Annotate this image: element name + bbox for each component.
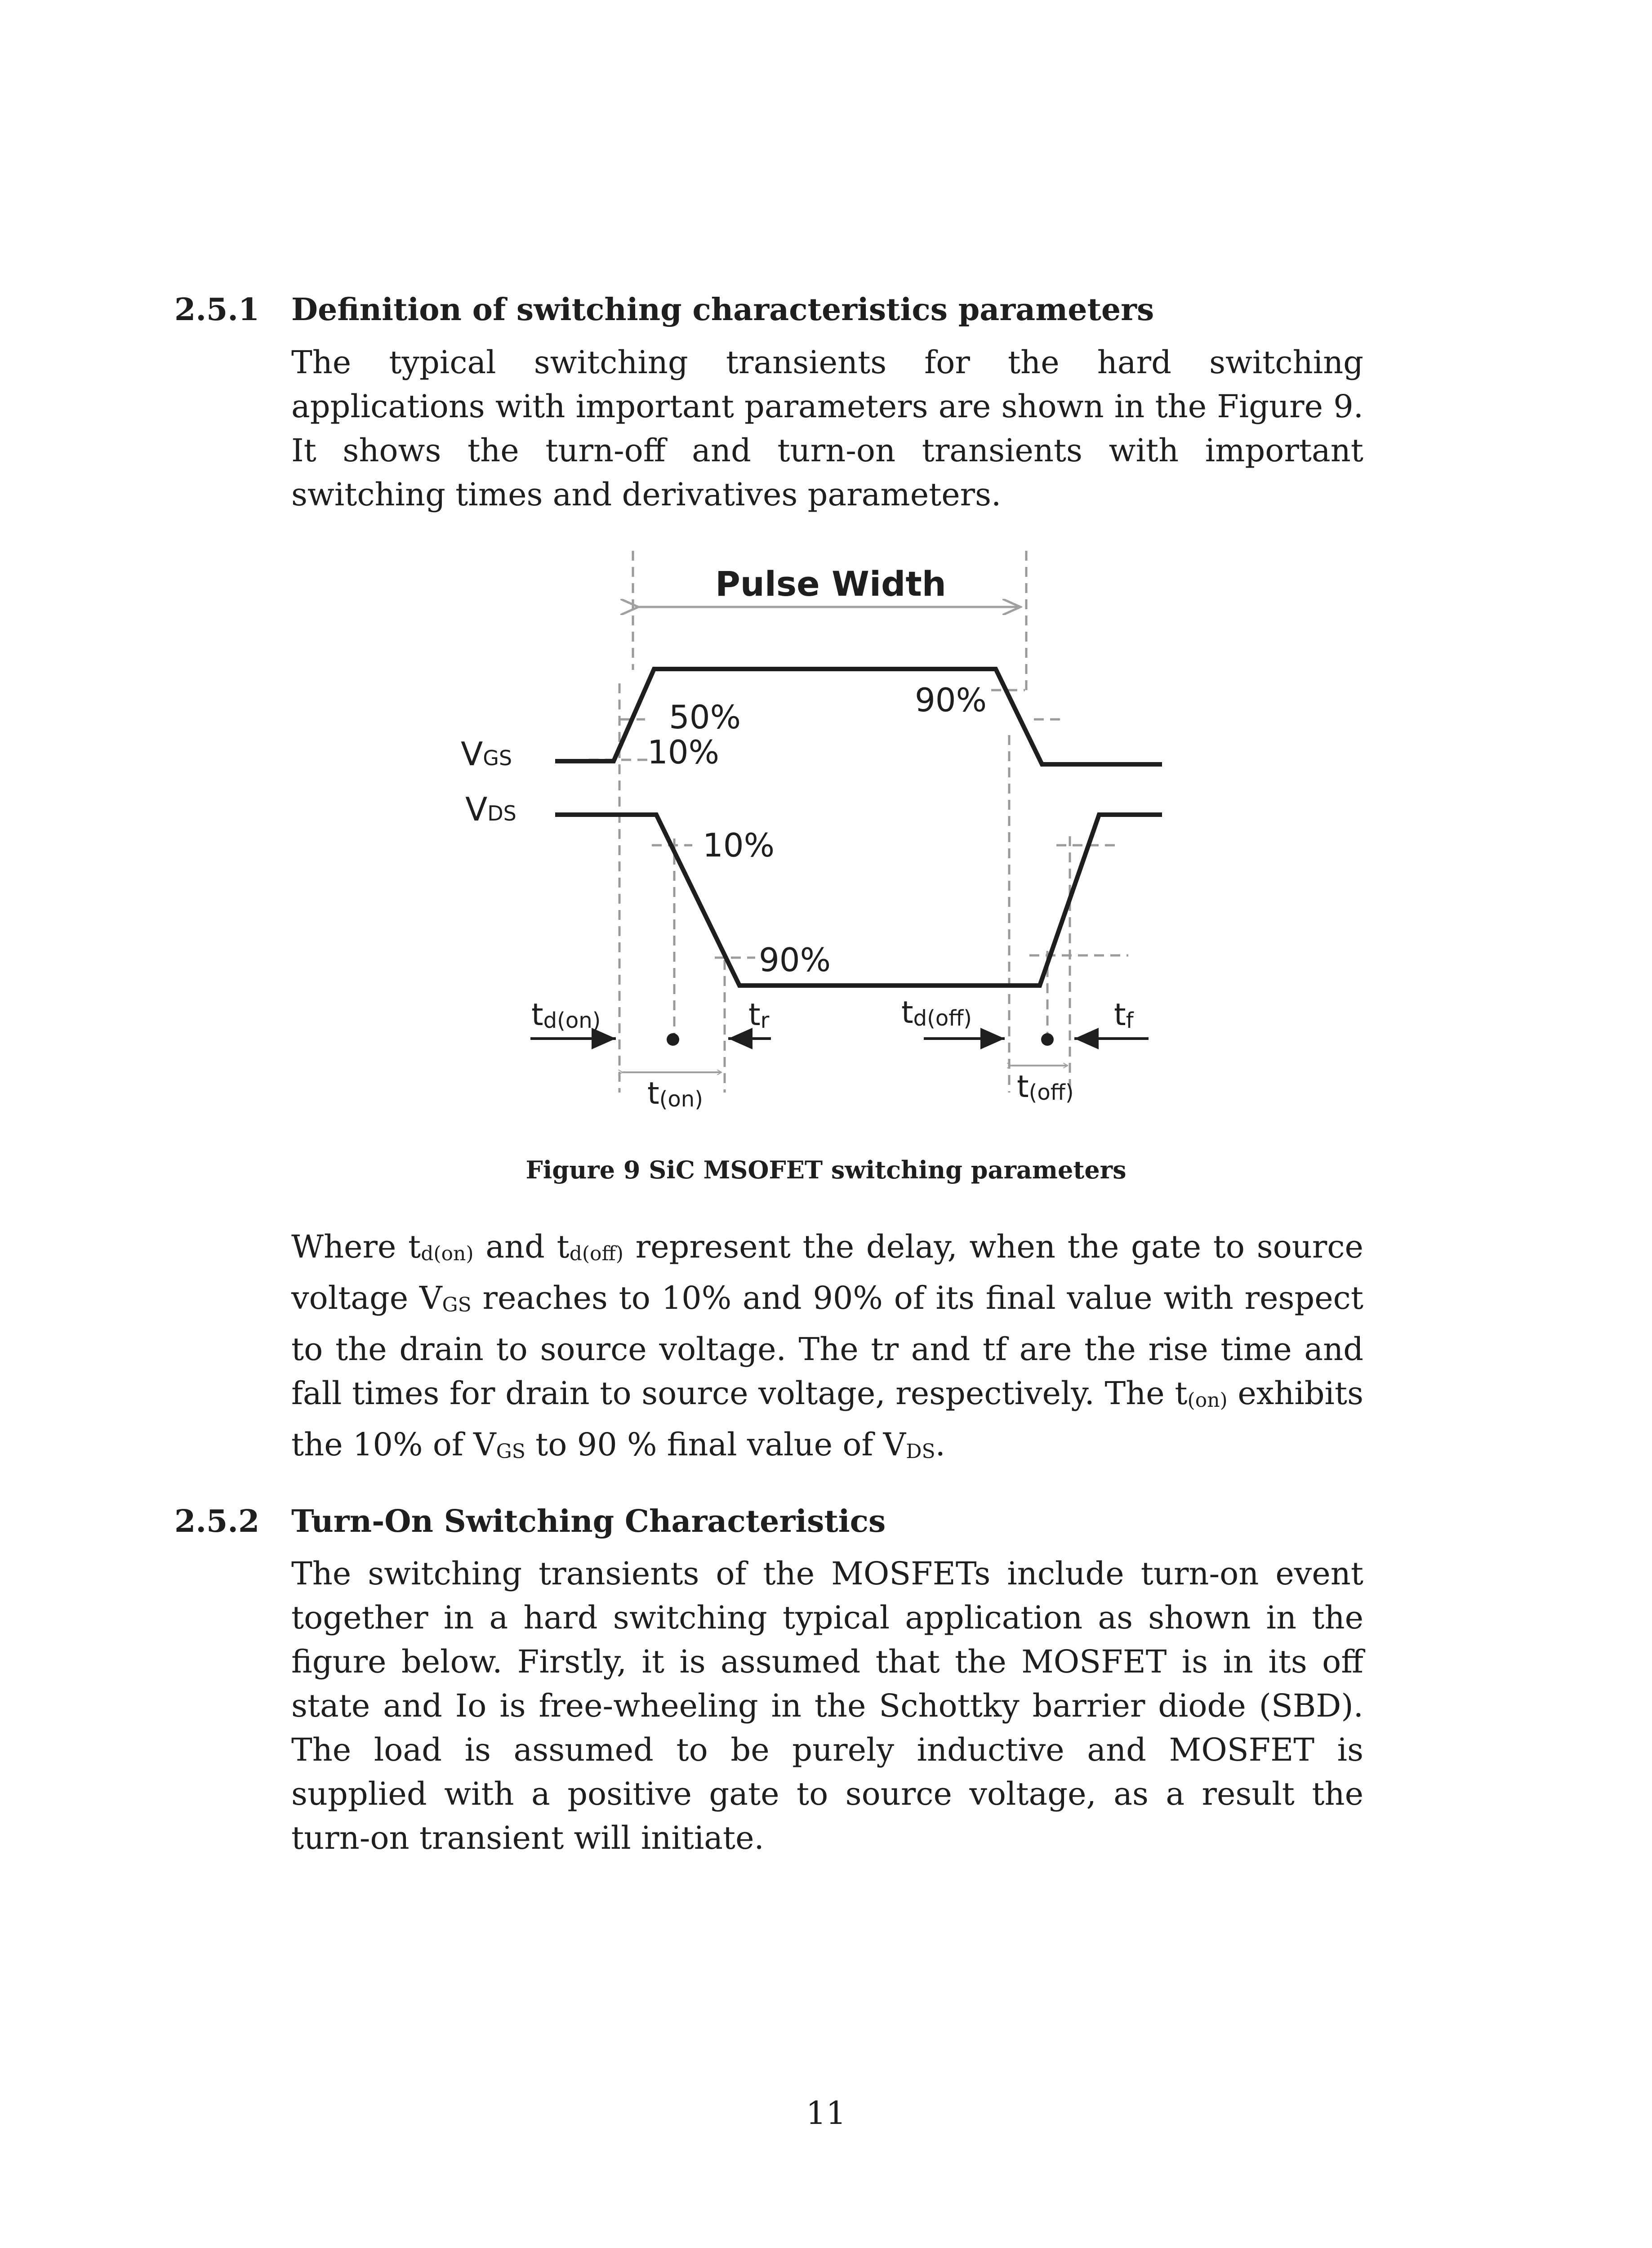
section-title-2-5-1: Definition of switching characteristics parameters [291,292,1154,328]
vgs-10-label: 10% [647,733,720,771]
section-title-2-5-2: Turn-On Switching Characteristics [291,1503,886,1539]
td-on-label: td(on) [531,997,601,1033]
vds-label: VDS [465,790,517,828]
dashed-guides [589,551,1128,1093]
t-on-label: t(on) [647,1076,703,1112]
td-off-label: td(off) [901,995,972,1031]
t-off-midpoint-dot [1041,1033,1054,1046]
section-number-2-5-2: 2.5.2 [174,1503,260,1539]
t-on-midpoint-dot [667,1033,679,1046]
figure-caption: Figure 9 SiC MSOFET switching parameters [525,1155,1127,1184]
paragraph-2-5-2: The switching transients of the MOSFETs include turn-on event together in a hard switching typical application as shown in the figure below. Firstly, it is assumed that the MOSFET is in its off state and Io is free-wheeling in the Schottky barrier diode (SBD). The load is assumed to be purely inductive and MOSFET is supplied with a positive gate to source voltage, as a result the turn-on transient will initiate. [291,1555,1363,1856]
vgs-50-label: 50% [669,698,741,736]
t-off-label: t(off) [1017,1069,1074,1105]
paragraph-2-5-1: The typical switching transients for the hard switching applications with important parameters are shown in the Figure 9. It shows the turn-off and turn-on transients with important switching times and derivatives parameters. [291,344,1363,513]
vds-90-label: 90% [759,941,831,979]
vgs-90-label: 90% [915,681,987,719]
pulse-width-label: Pulse Width [715,564,946,604]
vds-10-label: 10% [703,826,775,864]
tr-label: tr [748,997,770,1033]
section-number-2-5-1: 2.5.1 [174,292,260,328]
page-number: 11 [806,2095,846,2132]
tf-label: tf [1114,997,1134,1033]
vgs-label: VGS [461,735,512,773]
where-paragraph: Where td(on) and td(off) represent the delay, when the gate to source voltage VGS reaches to 10% and 90% of its final value with respect to the drain to source voltage. The tr and tf are the rise time and fall times for drain to source voltage, respectively. The t(on) exhibits the 10% of VGS to 90 % final value of VDS. [291,1228,1363,1463]
vgs-waveform [555,669,1162,764]
